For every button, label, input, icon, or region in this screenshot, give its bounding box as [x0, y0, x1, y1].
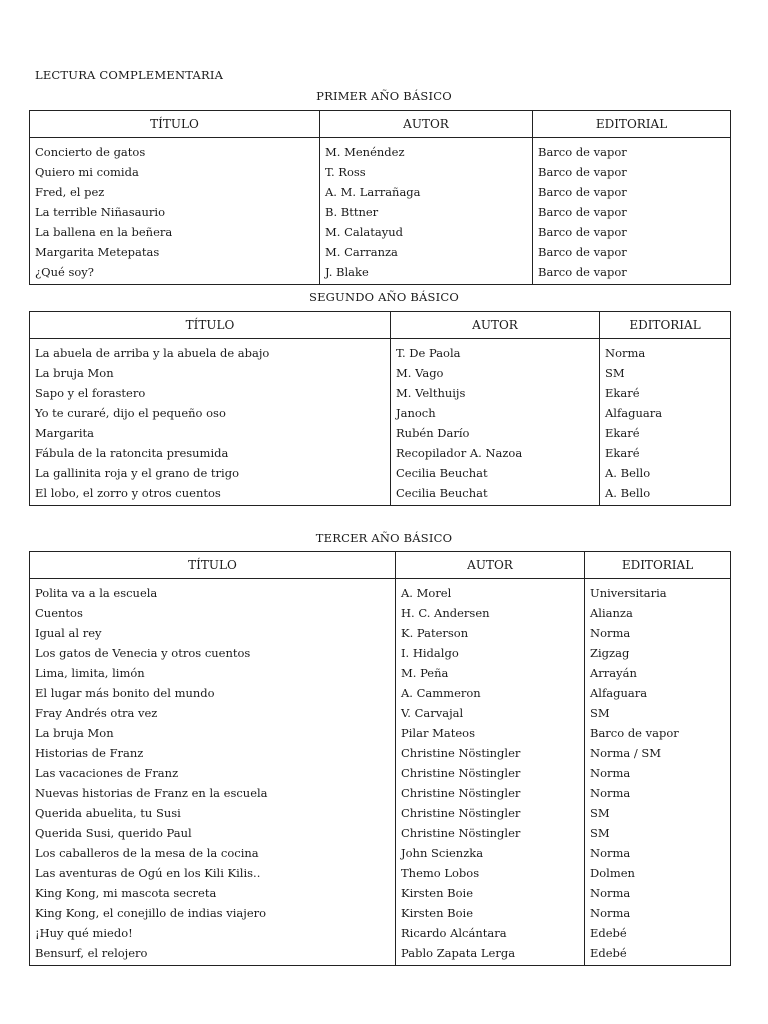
publisher-cell: Norma — [585, 903, 731, 923]
table-row — [30, 363, 731, 383]
table-row — [30, 262, 731, 285]
book-title-cell: Igual al rey — [30, 623, 396, 643]
publisher-cell: Norma — [585, 623, 731, 643]
publisher-cell: Barco de vapor — [533, 262, 731, 285]
book-title-cell: La terrible Niñasaurio — [30, 202, 320, 222]
publisher-cell: A. Bello — [600, 463, 731, 483]
publisher-cell: Alfaguara — [600, 403, 731, 423]
header-autor: AUTOR — [320, 111, 533, 138]
publisher-cell: Barco de vapor — [585, 723, 731, 743]
table-row — [30, 883, 731, 903]
publisher-cell: SM — [600, 363, 731, 383]
header-editorial: EDITORIAL — [533, 111, 731, 138]
table-row — [30, 863, 731, 883]
publisher-cell: Barco de vapor — [533, 182, 731, 202]
table-row — [30, 222, 731, 242]
book-title-cell: Querida Susi, querido Paul — [30, 823, 396, 843]
author-cell: I. Hidalgo — [396, 643, 585, 663]
author-cell: Christine Nöstingler — [396, 803, 585, 823]
book-title-cell: Cuentos — [30, 603, 396, 623]
author-cell: Rubén Darío — [391, 423, 600, 443]
table-row — [30, 943, 731, 966]
author-cell: A. Cammeron — [396, 683, 585, 703]
book-title-cell: La abuela de arriba y la abuela de abajo — [30, 339, 391, 364]
book-title-cell: Concierto de gatos — [30, 138, 320, 163]
author-cell: Christine Nöstingler — [396, 783, 585, 803]
author-cell: Pilar Mateos — [396, 723, 585, 743]
book-title-cell: La gallinita roja y el grano de trigo — [30, 463, 391, 483]
publisher-cell: Norma — [585, 883, 731, 903]
table-row — [30, 463, 731, 483]
table-row — [30, 138, 731, 163]
author-cell: V. Carvajal — [396, 703, 585, 723]
table-tercer — [29, 551, 731, 966]
table-row — [30, 162, 731, 182]
table-header-row — [30, 552, 731, 579]
author-cell: A. M. Larrañaga — [320, 182, 533, 202]
table-row — [30, 743, 731, 763]
publisher-cell: Alfaguara — [585, 683, 731, 703]
book-title-cell: Lima, limita, limón — [30, 663, 396, 683]
publisher-cell: Norma — [585, 843, 731, 863]
author-cell: Cecilia Beuchat — [391, 483, 600, 506]
publisher-cell: Alianza — [585, 603, 731, 623]
author-cell: Pablo Zapata Lerga — [396, 943, 585, 966]
book-title-cell: Quiero mi comida — [30, 162, 320, 182]
author-cell: Christine Nöstingler — [396, 823, 585, 843]
publisher-cell: SM — [585, 703, 731, 723]
section-title-tercer: TERCER AÑO BÁSICO — [315, 531, 453, 545]
table-header-row — [30, 312, 731, 339]
publisher-cell: A. Bello — [600, 483, 731, 506]
publisher-cell: Ekaré — [600, 423, 731, 443]
header-titulo: TÍTULO — [30, 312, 391, 339]
author-cell: M. Velthuijs — [391, 383, 600, 403]
table-row — [30, 423, 731, 443]
author-cell: Cecilia Beuchat — [391, 463, 600, 483]
book-title-cell: Las vacaciones de Franz — [30, 763, 396, 783]
book-title-cell: ¡Huy qué miedo! — [30, 923, 396, 943]
book-title-cell: La ballena en la beñera — [30, 222, 320, 242]
book-title-cell: Sapo y el forastero — [30, 383, 391, 403]
table-row — [30, 703, 731, 723]
author-cell: Janoch — [391, 403, 600, 423]
book-title-cell: Fray Andrés otra vez — [30, 703, 396, 723]
author-cell: Kirsten Boie — [396, 903, 585, 923]
publisher-cell: Norma / SM — [585, 743, 731, 763]
book-title-cell: King Kong, el conejillo de indias viajero — [30, 903, 396, 923]
table-row — [30, 182, 731, 202]
book-title-cell: El lugar más bonito del mundo — [30, 683, 396, 703]
publisher-cell: Barco de vapor — [533, 162, 731, 182]
book-title-cell: Fábula de la ratoncita presumida — [30, 443, 391, 463]
author-cell: Christine Nöstingler — [396, 743, 585, 763]
book-title-cell: Yo te curaré, dijo el pequeño oso — [30, 403, 391, 423]
author-cell: M. Peña — [396, 663, 585, 683]
publisher-cell: Barco de vapor — [533, 222, 731, 242]
table-row — [30, 843, 731, 863]
publisher-cell: Arrayán — [585, 663, 731, 683]
author-cell: John Scienzka — [396, 843, 585, 863]
author-cell: T. Ross — [320, 162, 533, 182]
book-title-cell: Las aventuras de Ogú en los Kili Kilis.. — [30, 863, 396, 883]
table-primer — [29, 110, 731, 285]
header-autor: AUTOR — [391, 312, 600, 339]
table-row — [30, 579, 731, 604]
table-row — [30, 763, 731, 783]
author-cell: Christine Nöstingler — [396, 763, 585, 783]
book-title-cell: Polita va a la escuela — [30, 579, 396, 604]
book-title-cell: Los gatos de Venecia y otros cuentos — [30, 643, 396, 663]
table-row — [30, 443, 731, 463]
table-row — [30, 783, 731, 803]
author-cell: K. Paterson — [396, 623, 585, 643]
table-row — [30, 383, 731, 403]
publisher-cell: Norma — [585, 763, 731, 783]
author-cell: B. Bttner — [320, 202, 533, 222]
author-cell: M. Carranza — [320, 242, 533, 262]
table-row — [30, 403, 731, 423]
book-title-cell: Margarita Metepatas — [30, 242, 320, 262]
book-title-cell: La bruja Mon — [30, 723, 396, 743]
author-cell: Kirsten Boie — [396, 883, 585, 903]
table-row — [30, 603, 731, 623]
author-cell: Themo Lobos — [396, 863, 585, 883]
publisher-cell: Norma — [600, 339, 731, 364]
book-title-cell: Querida abuelita, tu Susi — [30, 803, 396, 823]
publisher-cell: Edebé — [585, 923, 731, 943]
book-title-cell: King Kong, mi mascota secreta — [30, 883, 396, 903]
publisher-cell: SM — [585, 823, 731, 843]
table-row — [30, 923, 731, 943]
publisher-cell: Barco de vapor — [533, 242, 731, 262]
header-titulo: TÍTULO — [30, 111, 320, 138]
table-row — [30, 202, 731, 222]
table-header-row — [30, 111, 731, 138]
header-editorial: EDITORIAL — [585, 552, 731, 579]
table-row — [30, 643, 731, 663]
publisher-cell: Barco de vapor — [533, 138, 731, 163]
publisher-cell: Norma — [585, 783, 731, 803]
header-editorial: EDITORIAL — [600, 312, 731, 339]
book-title-cell: El lobo, el zorro y otros cuentos — [30, 483, 391, 506]
book-title-cell: Fred, el pez — [30, 182, 320, 202]
table-row — [30, 803, 731, 823]
table-row — [30, 623, 731, 643]
author-cell: Recopilador A. Nazoa — [391, 443, 600, 463]
table-row — [30, 723, 731, 743]
document-title: LECTURA COMPLEMENTARIA — [35, 68, 224, 82]
book-title-cell: ¿Qué soy? — [30, 262, 320, 285]
book-title-cell: Los caballeros de la mesa de la cocina — [30, 843, 396, 863]
table-row — [30, 823, 731, 843]
book-title-cell: Bensurf, el relojero — [30, 943, 396, 966]
publisher-cell: Barco de vapor — [533, 202, 731, 222]
book-title-cell: Margarita — [30, 423, 391, 443]
author-cell: J. Blake — [320, 262, 533, 285]
author-cell: A. Morel — [396, 579, 585, 604]
book-title-cell: Nuevas historias de Franz en la escuela — [30, 783, 396, 803]
book-title-cell: Historias de Franz — [30, 743, 396, 763]
publisher-cell: Universitaria — [585, 579, 731, 604]
author-cell: H. C. Andersen — [396, 603, 585, 623]
publisher-cell: Ekaré — [600, 383, 731, 403]
table-row — [30, 663, 731, 683]
author-cell: M. Vago — [391, 363, 600, 383]
author-cell: T. De Paola — [391, 339, 600, 364]
header-titulo: TÍTULO — [30, 552, 396, 579]
publisher-cell: Dolmen — [585, 863, 731, 883]
author-cell: Ricardo Alcántara — [396, 923, 585, 943]
table-row — [30, 683, 731, 703]
publisher-cell: Edebé — [585, 943, 731, 966]
table-row — [30, 339, 731, 364]
table-segundo — [29, 311, 731, 506]
book-title-cell: La bruja Mon — [30, 363, 391, 383]
publisher-cell: Zigzag — [585, 643, 731, 663]
table-row — [30, 483, 731, 506]
section-title-segundo: SEGUNDO AÑO BÁSICO — [309, 290, 459, 304]
table-row — [30, 903, 731, 923]
publisher-cell: SM — [585, 803, 731, 823]
section-title-primer: PRIMER AÑO BÁSICO — [316, 89, 452, 103]
author-cell: M. Calatayud — [320, 222, 533, 242]
publisher-cell: Ekaré — [600, 443, 731, 463]
table-row — [30, 242, 731, 262]
header-autor: AUTOR — [396, 552, 585, 579]
author-cell: M. Menéndez — [320, 138, 533, 163]
